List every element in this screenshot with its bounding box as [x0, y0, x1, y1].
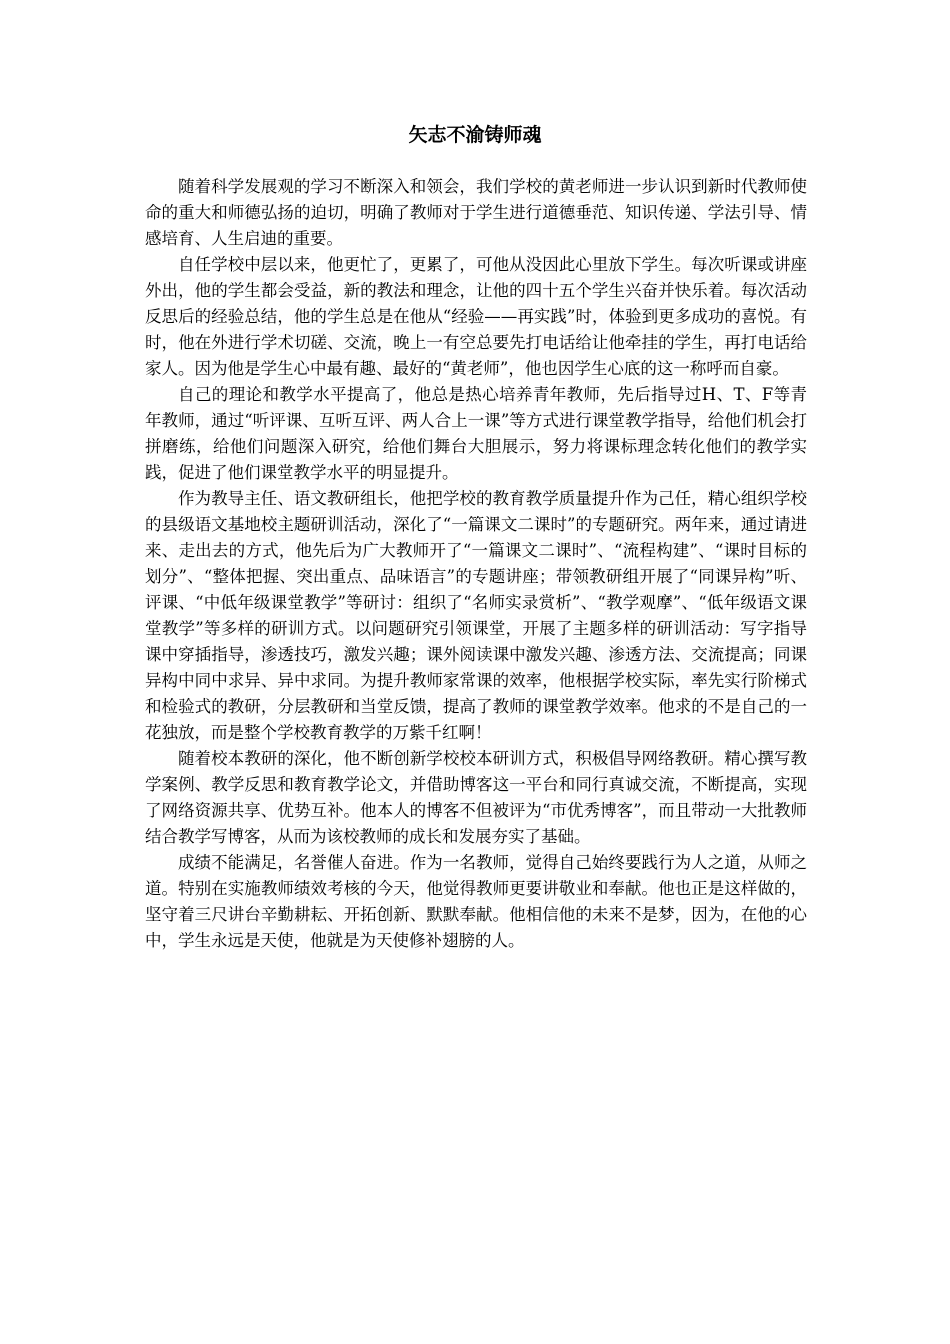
paragraph-4: 作为教导主任、语文教研组长，他把学校的教育教学质量提升作为己任，精心组织学校的县级语文基地校主题研训活动，深化了“一篇课文二课时”的专题研究。两年来，通过请进来、走出去的方式，他先后为广大教师开了“一篇课文二课时”、“流程构建”、“课时目标的划分”、“整体把握、突出重点、品味语言”的专题讲座；带领教研组开展了“同课异构”听、评课、“中低年级课堂教学”等研讨：组织了“名师实录赏析”、“教学观摩”、“低年级语文课堂教学”等多样的研训方式。以问题研究引领课堂，开展了主题多样的研训活动：写字指导课中穿插指导，渗透技巧，激发兴趣；课外阅读课中激发兴趣、渗透方法、交流提高；同课异构中同中求异、异中求同。为提升教师家常课的效率，他根据学校实际，率先实行阶梯式和检验式的教研，分层教研和当堂反馈，提高了教师的课堂教学效率。他求的不是自己的一花独放，而是整个学校教育教学的万紫千红啊！	[145, 489, 807, 742]
paragraph-5: 随着校本教研的深化，他不断创新学校校本研训方式，积极倡导网络教研。精心撰写教学案例、教学反思和教育教学论文，并借助博客这一平台和同行真诚交流，不断提高，实现了网络资源共享、优势互补。他本人的博客不但被评为“市优秀博客”，而且带动一大批教师结合教学写博客，从而为该校教师的成长和发展夯实了基础。	[145, 749, 807, 846]
document-body	[145, 174, 807, 954]
paragraph-6: 成绩不能满足，名誉催人奋进。作为一名教师，觉得自己始终要践行为人之道，从师之道。特别在实施教师绩效考核的今天，他觉得教师更要讲敬业和奉献。他也正是这样做的，坚守着三尺讲台辛勤耕耘、开拓创新、默默奉献。他相信他的未来不是梦，因为，在他的心中，学生永远是天使，他就是为天使修补翅膀的人。	[145, 853, 807, 950]
paragraph-2: 自任学校中层以来，他更忙了，更累了，可他从没因此心里放下学生。每次听课或讲座外出，他的学生都会受益，新的教法和理念，让他的四十五个学生兴奋并快乐着。每次活动反思后的经验总结，他的学生总是在他从“经验——再实践”时，体验到更多成功的喜悦。有时，他在外进行学术切磋、交流，晚上一有空总要先打电话给让他牵挂的学生，再打电话给家人。因为他是学生心中最有趣、最好的“黄老师”，他也因学生心底的这一称呼而自豪。	[145, 255, 807, 378]
paragraph-1: 随着科学发展观的学习不断深入和领会，我们学校的黄老师进一步认识到新时代教师使命的重大和师德弘扬的迫切，明确了教师对于学生进行道德垂范、知识传递、学法引导、情感培育、人生启迪的重要。	[145, 177, 807, 248]
document-title: 矢志不渝铸师魂	[408, 124, 542, 146]
paragraph-3: 自己的理论和教学水平提高了，他总是热心培养青年教师，先后指导过H、T、F等青年教师，通过“听评课、互听互评、两人合上一课”等方式进行课堂教学指导，给他们机会打拼磨练，给他们问题深入研究，给他们舞台大胆展示，努力将课标理念转化他们的教学实践，促进了他们课堂教学水平的明显提升。	[145, 385, 807, 482]
